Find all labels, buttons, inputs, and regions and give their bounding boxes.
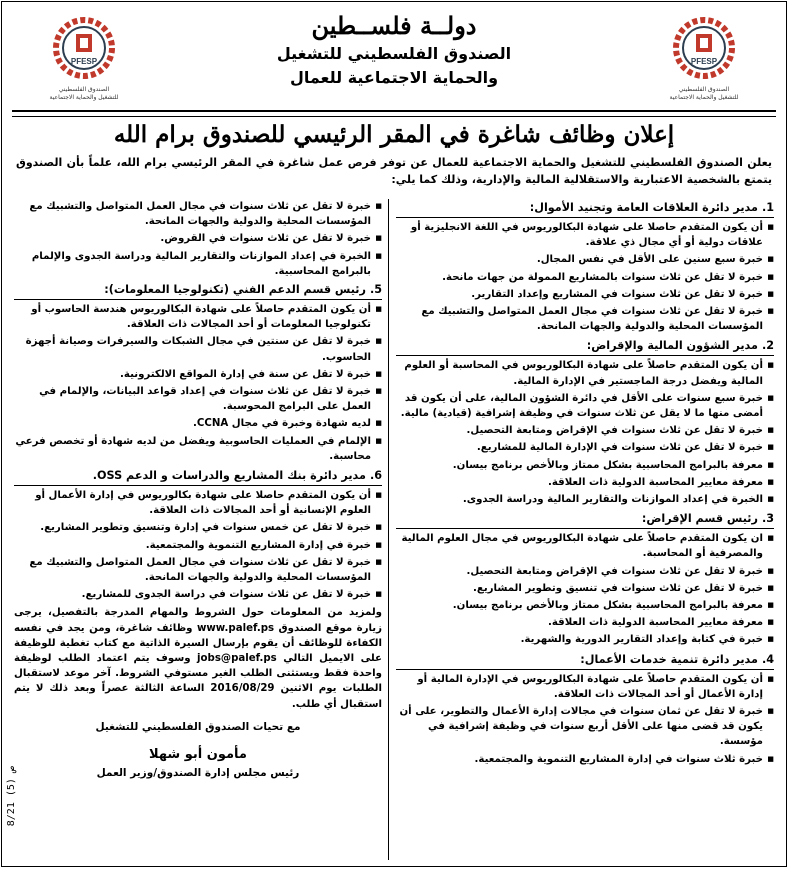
greeting: مع تحيات الصندوق الفلسطيني للتشغيل — [95, 720, 301, 733]
job-title — [396, 510, 774, 529]
job-title-text: رئيس قسم الدعم الفني (تكنولوجيا المعلومات): — [104, 283, 366, 297]
requirement-item: ■ خبرة لا تقل عن ثلاث سنوات في مجال العمل المتواصل والتشبيك مع المؤسسات المحلية والدولية والجهات المانحة. — [14, 555, 382, 585]
requirement-item: ■ الخبرة في إعداد الموازنات والتقارير المالية ودراسة الجدوى. — [396, 492, 774, 507]
gear-logo-icon — [672, 16, 736, 80]
requirements-list — [396, 531, 774, 647]
requirement-item: ■ خبرة لا تقل عن ثلاث سنوات في الإدارة المالية للمشاريع. — [396, 440, 774, 455]
requirement-item: ■ خبرة لا تقل عن ثلاث سنوات في إعداد قواعد البيانات، والإلمام في العمل على البرامج المحوسبة. — [14, 384, 382, 414]
logo-text: PFESP — [690, 57, 718, 66]
continued-list — [14, 199, 382, 279]
job-section — [396, 199, 774, 334]
job-number: 6. — [369, 469, 382, 483]
requirement-item: ■ معرفة معايير المحاسبة الدولية ذات العلاقة. — [396, 615, 774, 630]
header-divider — [12, 110, 776, 117]
logo-right — [664, 16, 744, 106]
gear-logo-icon — [52, 16, 116, 80]
job-number: 1. — [761, 201, 774, 214]
requirement-item: ■ معرفة بالبرامج المحاسبية بشكل ممتاز وبالأخص برنامج بيسان. — [396, 458, 774, 473]
requirement-item: ■ خبرة لا تقل عن ثلاث سنوات في مجال العمل المتواصل والتشبيك مع المؤسسات المحلية والدولية والجهات المانحة. — [396, 304, 774, 334]
closing-paragraph: ولمزيد من المعلومات حول الشروط والمهام المدرجة بالتفصيل، يرجى زيارة موقع الصندوق www.palef.ps وظائف شاغرة، ومن يجد في نفسه الكفاءة للوظائف أن يقوم بإرسال السيرة الذاتية مع كتاب تغطية للوظيفة على الايميل التالي jobs@palef.ps وسوف يتم اعتماد الطلب لوظيفة واحدة فقط ويستثنى الطلب الغير مستوفي الشروط. آخر موعد لاستقبال الطلبات يوم الاثنين 2016/08/29 الساعة الثالثة عصراً وبعد ذلك لا يتم استقبال أي طلب. — [14, 607, 383, 710]
state-name: دولــة فلســطين — [311, 11, 477, 40]
job-section — [14, 281, 382, 464]
requirement-item: ■ خبرة سبع سنوات على الأقل في دائرة الشؤون المالية، على أن يكون قد أمضى منها ما لا يقل عن ثلاث سنوات في وظيفة إشرافية (قيادية) مالية. — [396, 391, 774, 421]
requirement-item: ■ معرفة بالبرامج المحاسبية بشكل ممتاز وبالأخص برنامج بيسان. — [396, 598, 774, 613]
job-section — [396, 510, 774, 647]
job-title-text: مدير الشؤون المالية والإقراض: — [586, 339, 758, 353]
requirement-item: ■ خبرة لا تقل عن سنتين في مجال الشبكات والسيرفرات وصيانة أجهزة الحاسوب. — [14, 334, 382, 364]
job-title-text: رئيس قسم الإقراض: — [641, 512, 758, 526]
requirement-item: ■ أن يكون المتقدم حاصلاً على شهادة البكالوريوس في المحاسبة أو العلوم المالية ويفضل درجة الماجستير في الإدارة المالية. — [396, 358, 774, 388]
requirement-item: ■ خبرة لا تقل عن ثلاث سنوات بالمشاريع الممولة من جهات مانحة. — [396, 270, 774, 285]
logo-caption: الصندوق الفلسطيني للتشغيل والحماية الاجتماعية — [49, 86, 119, 101]
job-title — [396, 337, 774, 356]
requirement-item: ■ لديه شهادة وخبرة في مجال CCNA. — [14, 416, 382, 431]
requirement-item: ■ معرفة معايير المحاسبة الدولية ذات العلاقة. — [396, 475, 774, 490]
requirement-item: ■ الخبرة في إعداد الموازنات والتقارير المالية ودراسة الجدوى والإلمام بالبرامج المحاسبية. — [14, 249, 382, 279]
requirement-item: ■ خبرة لا تقل عن ثلاث سنوات في الإقراض ومتابعة التحصيل. — [396, 423, 774, 438]
requirements-list — [396, 220, 774, 334]
requirement-item: ■ أن يكون المتقدم حاصلا على شهادة بكالوريوس في إدارة الأعمال أو العلوم الإنسانية أو أحد المجالات ذات العلاقة. — [14, 488, 382, 518]
requirement-item: ■ أن يكون المتقدم حاصلاً على شهادة البكالوريوس هندسة الحاسوب أو تكنولوجيا المعلومات أو أحد المجالات ذات العلاقة. — [14, 302, 382, 332]
requirement-item: ■ أن يكون المتقدم حاصلاً على شهادة البكالوريوس في الإدارة المالية أو إدارة الأعمال أو أحد المجالات ذات العلاقة. — [396, 672, 774, 702]
requirement-item: ■ خبرة ثلاث سنوات في إدارة المشاريع التنموية والمجتمعية. — [396, 752, 774, 767]
requirement-item: ■ خبرة لا تقل عن ثلاث سنوات في القروض. — [14, 231, 382, 246]
requirement-item: ■ خبرة لا تقل عن سنة في إدارة المواقع الالكترونية. — [14, 367, 382, 382]
page-title: إعلان وظائف شاغرة في المقر الرئيسي للصندوق برام الله — [113, 121, 675, 148]
fund-name: الصندوق الفلسطيني للتشغيل — [276, 44, 512, 63]
requirement-item: ■ خبرة سبع سنين على الأقل في نفس المجال. — [396, 252, 774, 267]
requirement-item: ■ ان يكون المتقدم حاصلاً على شهادة البكالوريوس في مجال العلوم المالية والمصرفية أو المحاسبة. — [396, 531, 774, 561]
requirements-list — [14, 488, 382, 602]
signer-title: رئيس مجلس إدارة الصندوق/وزير العمل — [96, 767, 300, 780]
requirements-list — [396, 358, 774, 507]
job-section — [396, 337, 774, 507]
job-title-text: مدير دائرة تنمية خدمات الأعمال: — [580, 652, 758, 666]
job-section — [396, 651, 774, 767]
job-title-text: مدير دائرة بنك المشاريع والدراسات و الدعم OSS. — [92, 469, 366, 483]
right-column — [396, 199, 774, 860]
requirement-item: ■ أن يكون المتقدم حاصلا على شهادة البكالوريوس في اللغة الانجليزية أو علاقات دولية أو أي مجال ذي علاقة. — [396, 220, 774, 250]
header — [172, 10, 616, 90]
job-title — [396, 651, 774, 670]
intro-paragraph: يعلن الصندوق الفلسطيني للتشغيل والحماية الاجتماعية للعمال عن توفر فرص عمل شاغرة في المقر الرئيسي برام الله، علماً بأن الصندوق يتمتع بالشخصية الاعتبارية والاستقلالية المالية والإدارية، وذلك كما يلي: — [16, 156, 772, 186]
requirement-item: ■ خبرة في إدارة المشاريع التنموية والمجتمعية. — [14, 538, 382, 553]
requirements-list — [14, 302, 382, 464]
job-number: 2. — [761, 339, 774, 353]
requirement-item: ■ خبرة لا تقل عن ثلاث سنوات في تنسيق وتطوير المشاريع. — [396, 581, 774, 596]
logo-left — [44, 16, 124, 106]
side-code: ص (5) 8/21 — [6, 765, 17, 826]
requirement-item: ■ خبرة لا تقل عن خمس سنوات في إدارة وتنسيق وتطوير المشاريع. — [14, 520, 382, 535]
advertisement-page — [1, 1, 787, 867]
job-number: 5. — [369, 283, 382, 297]
job-title-text: مدير دائرة العلاقات العامة وتجنيد الأموال: — [529, 201, 758, 214]
fund-name-line2: والحماية الاجتماعية للعمال — [289, 68, 499, 87]
job-title — [14, 467, 382, 486]
job-title — [396, 199, 774, 218]
requirements-list — [396, 672, 774, 767]
job-number: 4. — [761, 652, 774, 666]
logo-text: PFESP — [70, 57, 98, 66]
job-number: 3. — [761, 512, 774, 526]
job-title — [14, 281, 382, 300]
requirement-item: ■ خبرة لا تقل عن ثمان سنوات في مجالات إدارة الأعمال والتطوير، على أن يكون قد قضى منها على الأقل أربع سنوات في وظيفة إشرافية في مؤسسة. — [396, 704, 774, 750]
requirement-item: ■ خبرة لا تقل عن ثلاث سنوات في المشاريع وإعداد التقارير. — [396, 287, 774, 302]
job-section — [14, 467, 382, 602]
requirement-item: ■ خبرة لا تقل عن ثلاث سنوات في مجال العمل المتواصل والتشبيك مع المؤسسات المحلية والدولية والجهات المانحة. — [14, 199, 382, 229]
logo-caption: الصندوق الفلسطيني للتشغيل والحماية الاجتماعية — [669, 86, 739, 101]
requirement-item: ■ خبرة لا تقل عن ثلاث سنوات في الإقراض ومتابعة التحصيل. — [396, 564, 774, 579]
requirement-item: ■ خبرة لا تقل عن ثلاث سنوات في دراسة الجدوى للمشاريع. — [14, 587, 382, 602]
signer-name: مأمون أبو شهلا — [148, 747, 247, 763]
left-column — [14, 199, 389, 860]
requirement-item: ■ خبرة في كتابة وإعداد التقارير الدورية والشهرية. — [396, 632, 774, 647]
requirement-item: ■ الإلمام في العمليات الحاسوبية ويفضل من لديه شهادة أو تخصص فرعي محاسبة. — [14, 434, 382, 464]
left-sections — [14, 281, 382, 602]
